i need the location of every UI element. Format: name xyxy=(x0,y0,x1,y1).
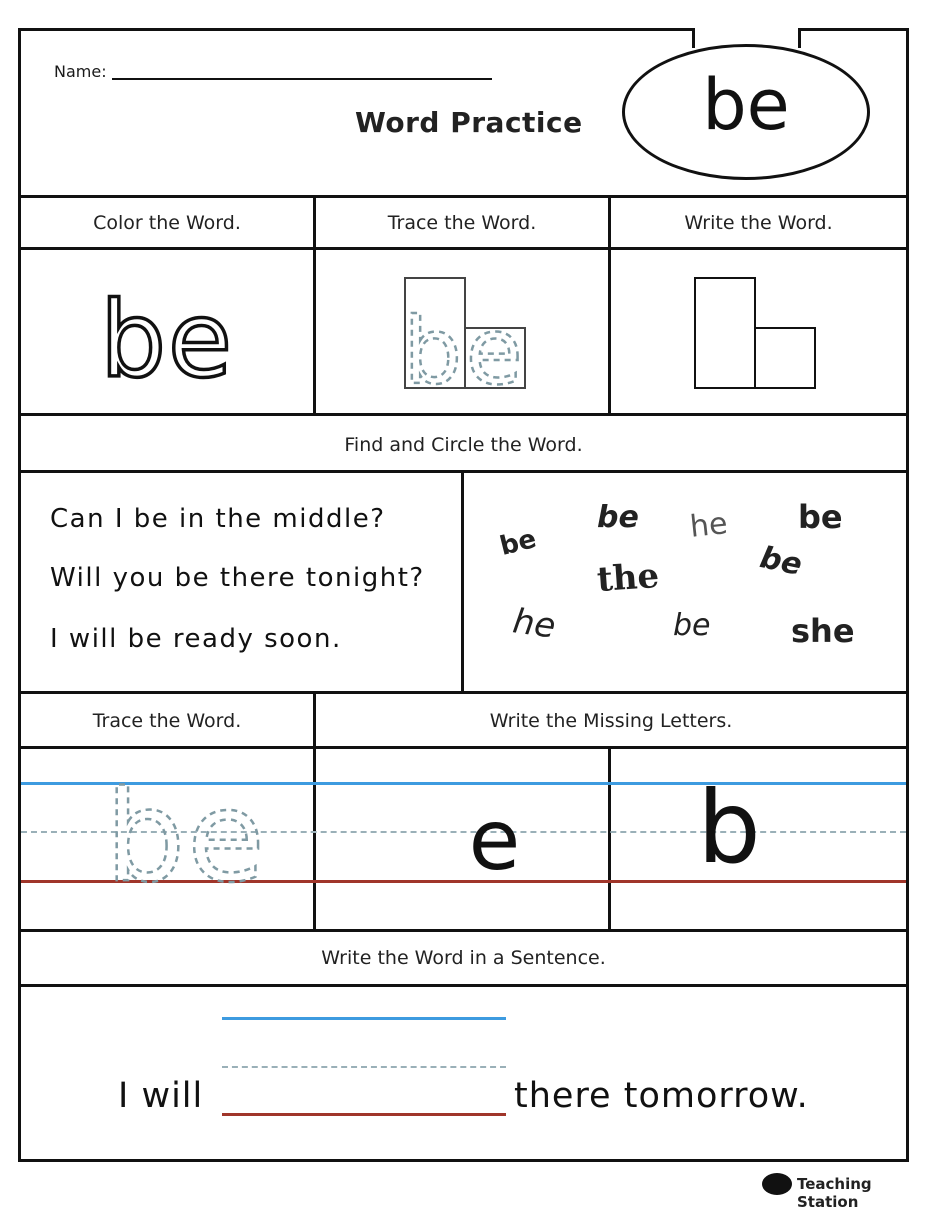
scatter-word[interactable]: be xyxy=(496,524,540,562)
frame-top-right xyxy=(798,28,909,31)
color-word-label: Color the Word. xyxy=(93,212,241,234)
tab-left-edge xyxy=(692,28,695,48)
sentence-after: there tomorrow. xyxy=(514,1076,809,1116)
sentence-guide-top xyxy=(222,1017,506,1020)
find-sentence-1[interactable]: Can I be in the middle? xyxy=(50,504,386,534)
divider-sentence-label xyxy=(18,984,909,987)
find-sentence-2[interactable]: Will you be there tonight? xyxy=(50,563,425,593)
write-box-short xyxy=(755,328,815,388)
trace-letters-dashed: be xyxy=(403,298,527,405)
missing-letter-b[interactable]: b xyxy=(697,769,761,886)
sentence-guide-mid xyxy=(222,1066,506,1068)
scatter-word[interactable]: she xyxy=(791,612,855,650)
color-word-text: be xyxy=(100,279,234,401)
find-col-divider xyxy=(461,470,464,694)
missing-letter-e[interactable]: e xyxy=(468,791,521,889)
trace-word-box[interactable] xyxy=(316,250,608,413)
divider-header xyxy=(18,195,909,198)
tab-right-edge xyxy=(798,28,801,48)
write-box-tall xyxy=(695,278,755,388)
trace-letters-dashed-2: be xyxy=(105,763,267,910)
scatter-word[interactable]: be xyxy=(756,540,806,583)
find-circle-label: Find and Circle the Word. xyxy=(344,434,583,456)
divider-row3-bottom xyxy=(18,929,909,932)
page-title: Word Practice xyxy=(355,106,583,139)
frame-top-left xyxy=(18,28,695,31)
scatter-word[interactable]: be xyxy=(673,608,711,643)
brand-name: Teaching Station xyxy=(797,1175,872,1211)
sentence-label: Write the Word in a Sentence. xyxy=(321,947,606,969)
frame-right xyxy=(906,28,909,1162)
trace-word-label: Trace the Word. xyxy=(387,212,537,234)
write-word-box[interactable] xyxy=(611,250,906,413)
scatter-word[interactable]: be xyxy=(597,500,639,535)
scatter-word[interactable]: the xyxy=(595,555,661,601)
scatter-word[interactable]: he xyxy=(688,506,730,545)
sentence-before: I will xyxy=(118,1076,204,1116)
find-sentence-3[interactable]: I will be ready soon. xyxy=(50,624,342,654)
sight-word: be xyxy=(702,64,790,146)
trace-word-label-2: Trace the Word. xyxy=(92,710,242,732)
name-line[interactable] xyxy=(112,78,492,80)
missing-letters-label: Write the Missing Letters. xyxy=(489,710,733,732)
trace-word-lines[interactable] xyxy=(21,749,313,929)
brand-logo-icon xyxy=(762,1173,792,1195)
scatter-word[interactable]: he xyxy=(510,601,559,647)
frame-left xyxy=(18,28,21,1162)
divider-row1-bottom xyxy=(18,413,909,416)
sentence-answer-line[interactable] xyxy=(222,1113,506,1116)
name-label: Name: xyxy=(54,62,107,81)
scatter-word[interactable]: be xyxy=(798,498,843,536)
color-word-outline[interactable] xyxy=(21,250,313,413)
frame-bottom xyxy=(18,1159,909,1162)
write-word-label: Write the Word. xyxy=(684,212,833,234)
